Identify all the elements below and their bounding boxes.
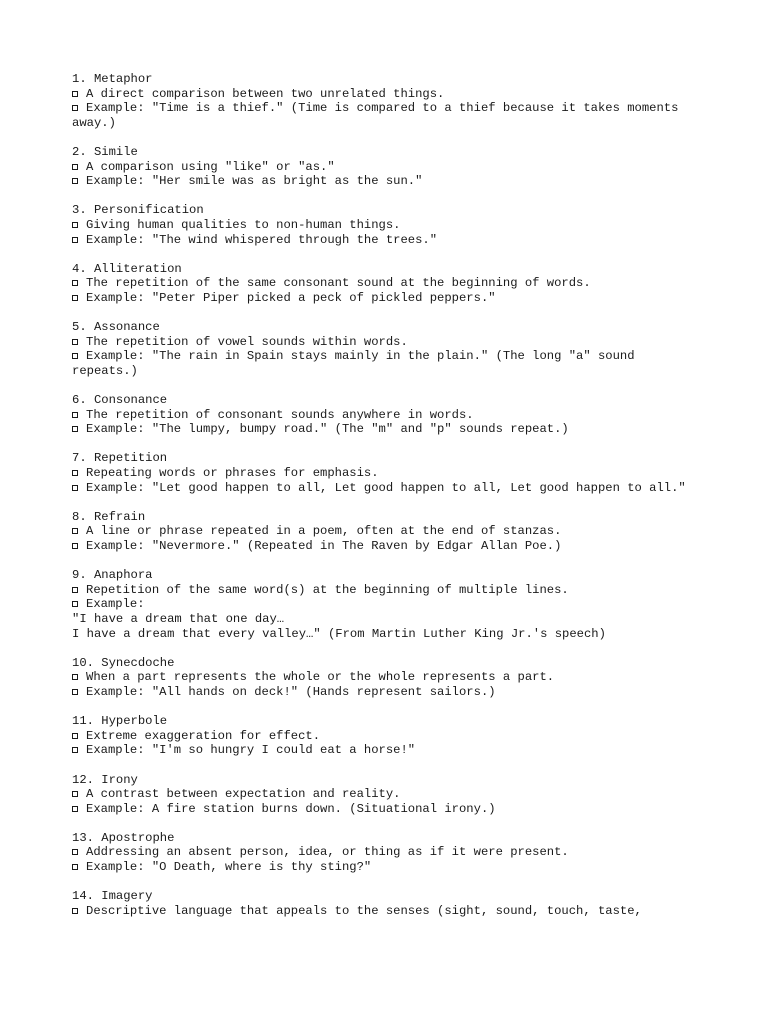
list-item bbox=[72, 320, 702, 378]
square-bullet-icon bbox=[72, 849, 78, 855]
entry-heading: 14. Imagery bbox=[72, 889, 153, 904]
definition-line bbox=[72, 524, 702, 539]
example-text: Example: bbox=[86, 597, 145, 612]
example-line bbox=[72, 349, 702, 378]
square-bullet-icon bbox=[72, 543, 78, 549]
square-bullet-icon bbox=[72, 689, 78, 695]
definition-line bbox=[72, 466, 702, 481]
example-text: Example: "The wind whispered through the trees." bbox=[86, 232, 438, 247]
definition-line bbox=[72, 218, 702, 233]
list-item bbox=[72, 568, 702, 641]
definition-text: The repetition of vowel sounds within words. bbox=[86, 334, 408, 349]
example-line bbox=[72, 539, 702, 554]
example-line bbox=[72, 422, 702, 437]
example-line bbox=[72, 233, 702, 248]
definition-text: A comparison using "like" or "as." bbox=[86, 159, 335, 174]
square-bullet-icon bbox=[72, 237, 78, 243]
square-bullet-icon bbox=[72, 222, 78, 228]
definition-text: Repetition of the same word(s) at the beginning of multiple lines. bbox=[86, 582, 569, 597]
entry-heading: 9. Anaphora bbox=[72, 568, 153, 583]
definition-text: A direct comparison between two unrelated things. bbox=[86, 86, 445, 101]
square-bullet-icon bbox=[72, 280, 78, 286]
list-item bbox=[72, 393, 702, 437]
definition-line bbox=[72, 845, 702, 860]
list-item bbox=[72, 510, 702, 554]
example-text: Example: "Let good happen to all, Let good happen to all, Let good happen to all." bbox=[86, 480, 686, 495]
definition-text: The repetition of the same consonant sound at the beginning of words. bbox=[86, 276, 591, 291]
entry-heading: 8. Refrain bbox=[72, 509, 146, 524]
square-bullet-icon bbox=[72, 806, 78, 812]
list-item bbox=[72, 262, 702, 306]
square-bullet-icon bbox=[72, 601, 78, 607]
example-text: Example: "I'm so hungry I could eat a horse!" bbox=[86, 743, 416, 758]
example-line bbox=[72, 860, 702, 875]
example-text: Example: "The lumpy, bumpy road." (The "m" and "p" sounds repeat.) bbox=[86, 422, 569, 437]
definition-line bbox=[72, 408, 702, 423]
definition-text: Repeating words or phrases for emphasis. bbox=[86, 466, 379, 481]
example-line bbox=[72, 802, 702, 817]
square-bullet-icon bbox=[72, 747, 78, 753]
definition-line bbox=[72, 160, 702, 175]
list-item bbox=[72, 72, 702, 130]
square-bullet-icon bbox=[72, 587, 78, 593]
square-bullet-icon bbox=[72, 674, 78, 680]
square-bullet-icon bbox=[72, 91, 78, 97]
definition-text: Addressing an absent person, idea, or thing as if it were present. bbox=[86, 845, 569, 860]
example-text: Example: "Time is a thief." (Time is compared to a thief because it takes moments away.) bbox=[72, 101, 686, 130]
example-text: Example: "Nevermore." (Repeated in The Raven by Edgar Allan Poe.) bbox=[86, 539, 562, 553]
definition-text: Giving human qualities to non-human things. bbox=[86, 217, 401, 232]
square-bullet-icon bbox=[72, 470, 78, 476]
example-text: Example: "All hands on deck!" (Hands represent sailors.) bbox=[86, 684, 496, 699]
definition-text: Descriptive language that appeals to the senses (sight, sound, touch, taste, bbox=[86, 903, 642, 918]
entry-heading: 2. Simile bbox=[72, 144, 138, 159]
square-bullet-icon bbox=[72, 339, 78, 345]
square-bullet-icon bbox=[72, 105, 78, 111]
entry-heading: 3. Personification bbox=[72, 203, 204, 218]
quote-line: I have a dream that every valley…" (From Martin Luther King Jr.'s speech) bbox=[72, 626, 606, 641]
example-line bbox=[72, 685, 702, 700]
definition-line bbox=[72, 276, 702, 291]
definition-text: When a part represents the whole or the whole represents a part. bbox=[86, 670, 555, 685]
example-text: Example: "O Death, where is thy sting?" bbox=[86, 860, 372, 875]
definition-line bbox=[72, 335, 702, 350]
list-item bbox=[72, 203, 702, 247]
square-bullet-icon bbox=[72, 164, 78, 170]
square-bullet-icon bbox=[72, 353, 78, 359]
definition-text: Extreme exaggeration for effect. bbox=[86, 728, 321, 743]
entry-heading: 4. Alliteration bbox=[72, 261, 182, 276]
entry-heading: 10. Synecdoche bbox=[72, 655, 175, 670]
document-content bbox=[72, 72, 702, 933]
square-bullet-icon bbox=[72, 295, 78, 301]
definition-line bbox=[72, 87, 702, 102]
list-item bbox=[72, 831, 702, 875]
definition-line bbox=[72, 583, 702, 598]
list-item bbox=[72, 889, 702, 918]
definition-text: A contrast between expectation and reality. bbox=[86, 787, 401, 802]
definition-line bbox=[72, 787, 702, 802]
entry-heading: 13. Apostrophe bbox=[72, 830, 175, 845]
quote-line: "I have a dream that one day… bbox=[72, 611, 285, 626]
example-line bbox=[72, 174, 702, 189]
list-item bbox=[72, 656, 702, 700]
example-text: Example: "Peter Piper picked a peck of pickled peppers." bbox=[86, 290, 496, 305]
square-bullet-icon bbox=[72, 528, 78, 534]
definition-line bbox=[72, 904, 702, 919]
list-item bbox=[72, 451, 702, 495]
example-line bbox=[72, 743, 702, 758]
square-bullet-icon bbox=[72, 864, 78, 870]
square-bullet-icon bbox=[72, 178, 78, 184]
definition-line bbox=[72, 670, 702, 685]
square-bullet-icon bbox=[72, 426, 78, 432]
example-line bbox=[72, 291, 702, 306]
entry-heading: 11. Hyperbole bbox=[72, 714, 168, 729]
entry-heading: 5. Assonance bbox=[72, 320, 160, 335]
entry-heading: 12. Irony bbox=[72, 772, 138, 787]
example-line bbox=[72, 101, 702, 130]
example-line bbox=[72, 597, 702, 612]
entry-heading: 6. Consonance bbox=[72, 393, 168, 408]
example-text: Example: "Her smile was as bright as the sun." bbox=[86, 174, 423, 189]
list-item bbox=[72, 714, 702, 758]
entry-heading: 1. Metaphor bbox=[72, 72, 153, 86]
list-item bbox=[72, 773, 702, 817]
square-bullet-icon bbox=[72, 908, 78, 914]
square-bullet-icon bbox=[72, 733, 78, 739]
example-line bbox=[72, 481, 702, 496]
example-text: Example: "The rain in Spain stays mainly in the plain." (The long "a" sound repeats.) bbox=[72, 349, 642, 378]
entry-heading: 7. Repetition bbox=[72, 451, 168, 466]
example-text: Example: A fire station burns down. (Situational irony.) bbox=[86, 801, 496, 816]
definition-line bbox=[72, 729, 702, 744]
list-item bbox=[72, 145, 702, 189]
square-bullet-icon bbox=[72, 791, 78, 797]
square-bullet-icon bbox=[72, 485, 78, 491]
definition-text: A line or phrase repeated in a poem, often at the end of stanzas. bbox=[86, 524, 562, 539]
definition-text: The repetition of consonant sounds anywhere in words. bbox=[86, 407, 474, 422]
square-bullet-icon bbox=[72, 412, 78, 418]
